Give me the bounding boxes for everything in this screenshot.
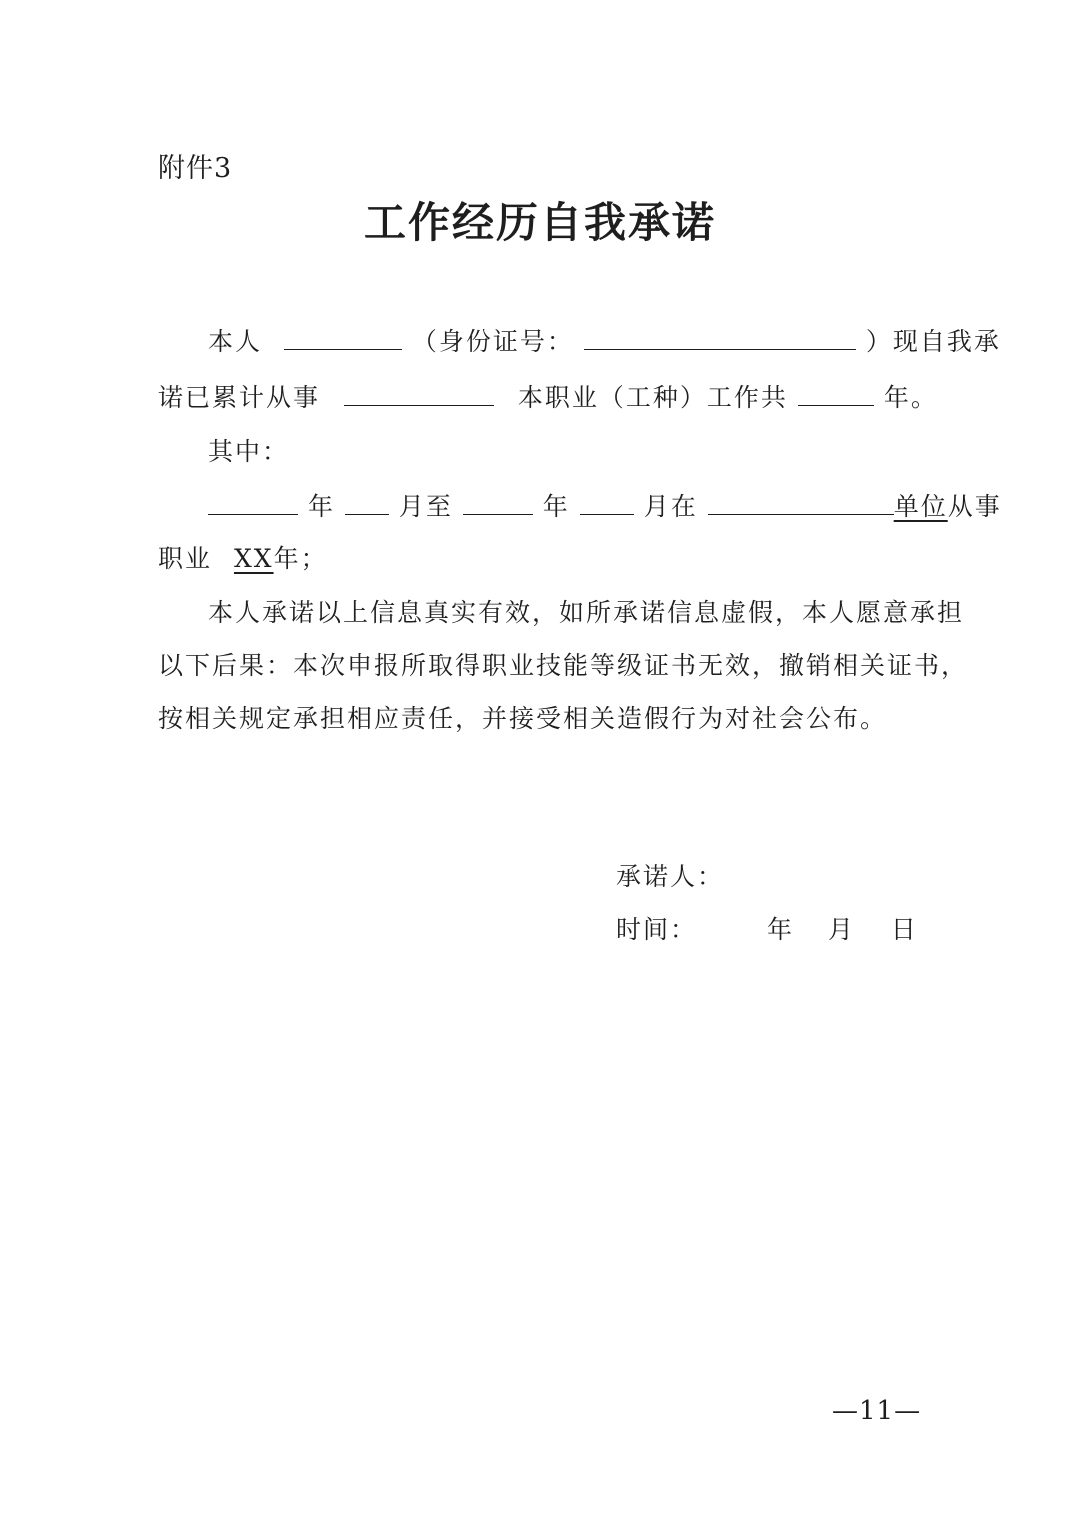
end-month-label: 月在 xyxy=(643,492,698,521)
date-day-label: 日 xyxy=(890,915,918,944)
start-year-label: 年 xyxy=(307,492,335,521)
occupation-years-suffix: 年； xyxy=(273,544,328,573)
end-year-blank xyxy=(463,490,533,515)
commitment-line-1 xyxy=(208,325,1001,357)
name-blank xyxy=(284,325,402,350)
engaged-label: 从事 xyxy=(947,492,1002,521)
date-line xyxy=(616,915,918,945)
occupation-years-line xyxy=(158,544,328,574)
xx-years-value: XX xyxy=(233,544,274,573)
end-month-blank xyxy=(580,490,634,515)
work-period-line xyxy=(208,490,1002,522)
occupation-work-label: 本职业（工种）工作共 xyxy=(517,383,788,412)
id-number-blank xyxy=(584,325,856,350)
attachment-label: 附件3 xyxy=(158,153,233,184)
declaration-line-3: 按相关规定承担相应责任，并接受相关造假行为对社会公布。 xyxy=(158,704,888,733)
cumulative-label: 诺已累计从事 xyxy=(158,383,321,412)
end-year-label: 年 xyxy=(542,492,570,521)
among-label: 其中： xyxy=(208,437,290,466)
unit-label: 单位 xyxy=(893,492,948,521)
start-month-label: 月至 xyxy=(398,492,453,521)
promiser-label: 承诺人： xyxy=(616,862,725,891)
commitment-line-1-suffix: ）现自我承 xyxy=(865,327,1001,356)
employer-blank xyxy=(708,490,894,515)
total-years-blank xyxy=(798,381,874,406)
document-title: 工作经历自我承诺 xyxy=(363,198,716,247)
start-month-blank xyxy=(345,490,389,515)
date-year-label: 年 xyxy=(766,915,794,944)
start-year-blank xyxy=(208,490,298,515)
time-label: 时间： xyxy=(616,915,698,944)
occupation-blank xyxy=(344,381,494,406)
occupation-label: 职业 xyxy=(158,544,213,573)
declaration-line-1: 本人承诺以上信息真实有效，如所承诺信息虚假，本人愿意承担 xyxy=(208,598,965,627)
date-month-label: 月 xyxy=(827,915,855,944)
commitment-line-2 xyxy=(158,381,938,413)
years-suffix: 年。 xyxy=(883,383,938,412)
declaration-line-2: 以下后果：本次申报所取得职业技能等级证书无效，撤销相关证书， xyxy=(158,651,969,680)
id-number-label: （身份证号： xyxy=(411,327,574,356)
self-label: 本人 xyxy=(208,327,263,356)
page-number: —11— xyxy=(832,1396,922,1426)
